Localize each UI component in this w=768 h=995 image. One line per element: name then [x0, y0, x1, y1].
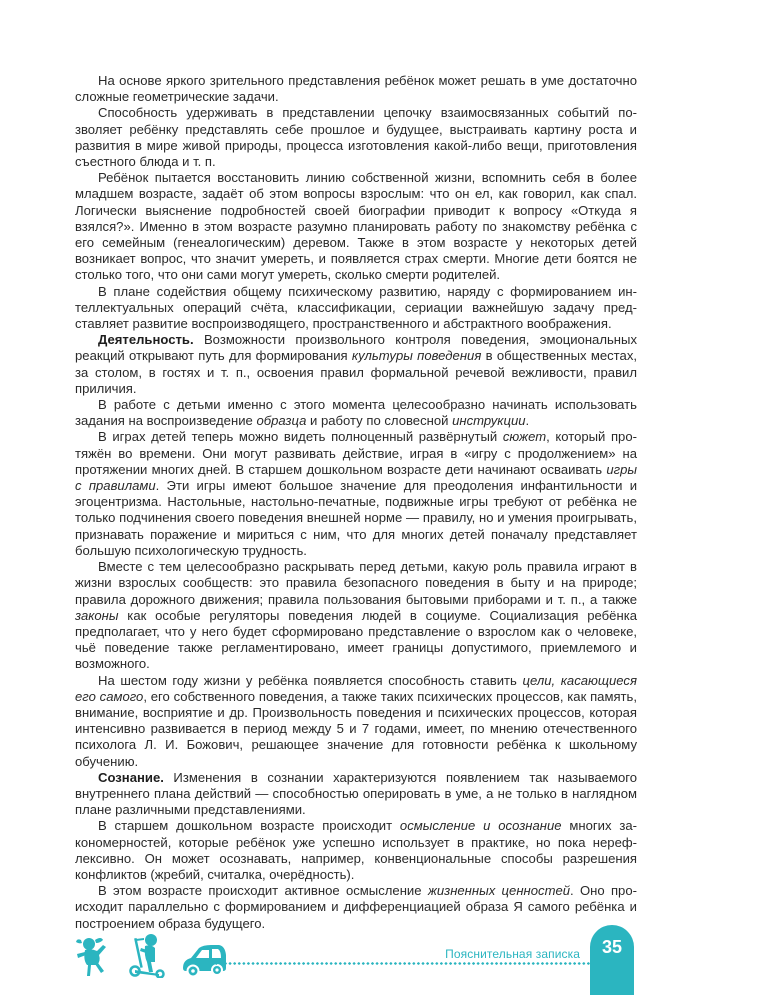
emphasis-text: осмысление и осознание	[399, 818, 562, 834]
child-on-scooter-icon	[127, 932, 167, 978]
text-run: Ребёнок пытается восстановить линию собственной жизни, вспомнить себя в более младшем возрасте, задаёт об этом вопросы взрослым: что он ел, как говорил, как спал. Логически выяснение подробностей своей биографии приводит к вопросу «Откуда я взялся?». Именно в этом возрасте разумно планировать работу по знакомству ребёнка с его семейным (генеалогическим) деревом. Также в этом возрасте у некоторых детей возникает вопрос, что значит умереть, и появляется страх смерти. Многие дети боятся не столько того, что они сами могут умереть, сколько смерти родителей.	[75, 170, 637, 283]
text-run: в общественных местах, за столом, в гостях и т. п., освоения правил формальной речевой вежливости, правил приличия.	[75, 348, 638, 396]
emphasis-text: образца	[256, 413, 307, 429]
page-body-text	[75, 73, 637, 932]
paragraph	[75, 429, 637, 559]
text-run: В этом возрасте происходит активное осмысление	[98, 883, 428, 899]
emphasis-text: цели, касающиеся его самого	[75, 672, 637, 704]
text-run: Способность удерживать в представлении цепочку взаимосвязанных событий позволяет ребёнку представлять себе прошлое и будущее, выстраивать картину роста и развития в мире живой природы, процесса изготовления какой-либо вещи, приготовления съестного блюда и т. п.	[75, 105, 637, 170]
girl-running-icon	[75, 934, 113, 978]
paragraph	[75, 105, 637, 170]
text-run: многих закономерностей, которые ребёнок уже успешно использует в практике, но пока нерефлексивно. Он может осознавать, например, конвенциональные способы разрешения конфликтов (жребий, считалка, очерёдность).	[75, 818, 638, 882]
paragraph	[75, 284, 637, 333]
text-run: В плане содействия общему психическому развитию, наряду с формированием интеллектуальных операций счёта, классификации, сериации важнейшую задачу представляет развитие воспроизводящего, пространственного и абстрактного воображения.	[75, 283, 637, 332]
car-icon	[181, 944, 227, 978]
emphasis-text: культуры поведения	[351, 348, 482, 364]
text-run: В старшем дошкольном возрасте происходит	[98, 818, 400, 834]
text-run: На шестом году жизни у ребёнка появляется способность ставить	[98, 672, 523, 688]
paragraph	[75, 883, 637, 932]
text-run: .	[525, 413, 530, 429]
paragraph	[75, 73, 637, 105]
paragraph	[75, 559, 637, 672]
text-run: , который протяжён во времени. Они могут развивать действие, играя в «игру с продолжением» на протяжении многих дней. В старшем дошкольном возрасте дети начинают осваивать	[75, 429, 637, 477]
section-heading: Деятельность.	[98, 332, 194, 348]
text-run: Возможности произвольного контроля поведения, эмоциональных реакций открывают путь для формирования	[75, 332, 637, 364]
text-run: Вместе с тем целесообразно раскрывать перед детьми, какую роль правила играют в жизни взрослых сообществ: это правила безопасного поведения в быту и на природе; правила дорожного движения; правила пользования бытовыми приборами и т. п., а также	[75, 559, 637, 607]
text-run: . Оно происходит параллельно с формированием и дифференциацией образа Я самого ребёнка и построением образа будущего.	[75, 883, 637, 931]
emphasis-text: игры с правилами	[75, 461, 637, 494]
text-run: На основе яркого зрительного представления ребёнок может решать в уме достаточно сложные геометрические задачи.	[75, 73, 637, 105]
section-heading: Сознание.	[98, 769, 164, 785]
text-run: . Эти игры имеют большое значение для преодоления инфантильности и эгоцентризма. Настольные, настольно-печатные, подвижные игры требуют от ребёнка не только подчинения своего поведения внешней норме — правилу, но и умения проигрывать, признавать поражение и мириться с ним, что для многих детей поначалу представляет большую психологическую трудность.	[75, 478, 638, 558]
running-footer-section-label: Пояснительная записка	[445, 947, 580, 961]
page-number-tab	[590, 925, 634, 995]
paragraph	[75, 332, 637, 397]
page-number: 35	[601, 937, 623, 957]
paragraph	[75, 673, 637, 770]
text-run: В работе с детьми именно с этого момента целесообразно начинать использовать задания на воспроизведение	[75, 397, 637, 429]
text-run: , его собственного поведения, а также таких психических процессов, как память, внимание, восприятие и др. Произвольность поведения и психических процессов, которая интенсивно развивается в период между 5 и 7 годами, имеет, по мнению отечественного психолога Л. И. Божович, решающее значение для готовности ребёнка к школьному обучению.	[75, 688, 637, 769]
paragraph	[75, 818, 637, 883]
paragraph	[75, 397, 637, 429]
text-run: Изменения в сознании характеризуются появлением так называемого внутреннего плана действий — способностью оперировать в уме, а не только в наглядном плане различными представлениями.	[75, 769, 637, 818]
text-run: как особые регуляторы поведения людей в социуме. Социализация ребёнка предполагает, что у него будет сформировано представление о взрослом как о человеке, чьё поведение также регламентировано, имеет границы допустимого, приемлемого и возможного.	[75, 607, 637, 672]
emphasis-text: жизненных ценностей	[427, 883, 571, 899]
text-run: и работу по словесной	[306, 413, 453, 429]
text-run: В играх детей теперь можно видеть полноценный развёрнутый	[98, 429, 503, 445]
emphasis-text: сюжет	[502, 429, 547, 445]
emphasis-text: законы	[75, 607, 119, 623]
footer-dotted-rule	[214, 962, 590, 965]
paragraph	[75, 170, 637, 283]
footer-illustrations	[75, 930, 227, 978]
emphasis-text: инструкции	[452, 413, 526, 429]
paragraph	[75, 770, 637, 819]
